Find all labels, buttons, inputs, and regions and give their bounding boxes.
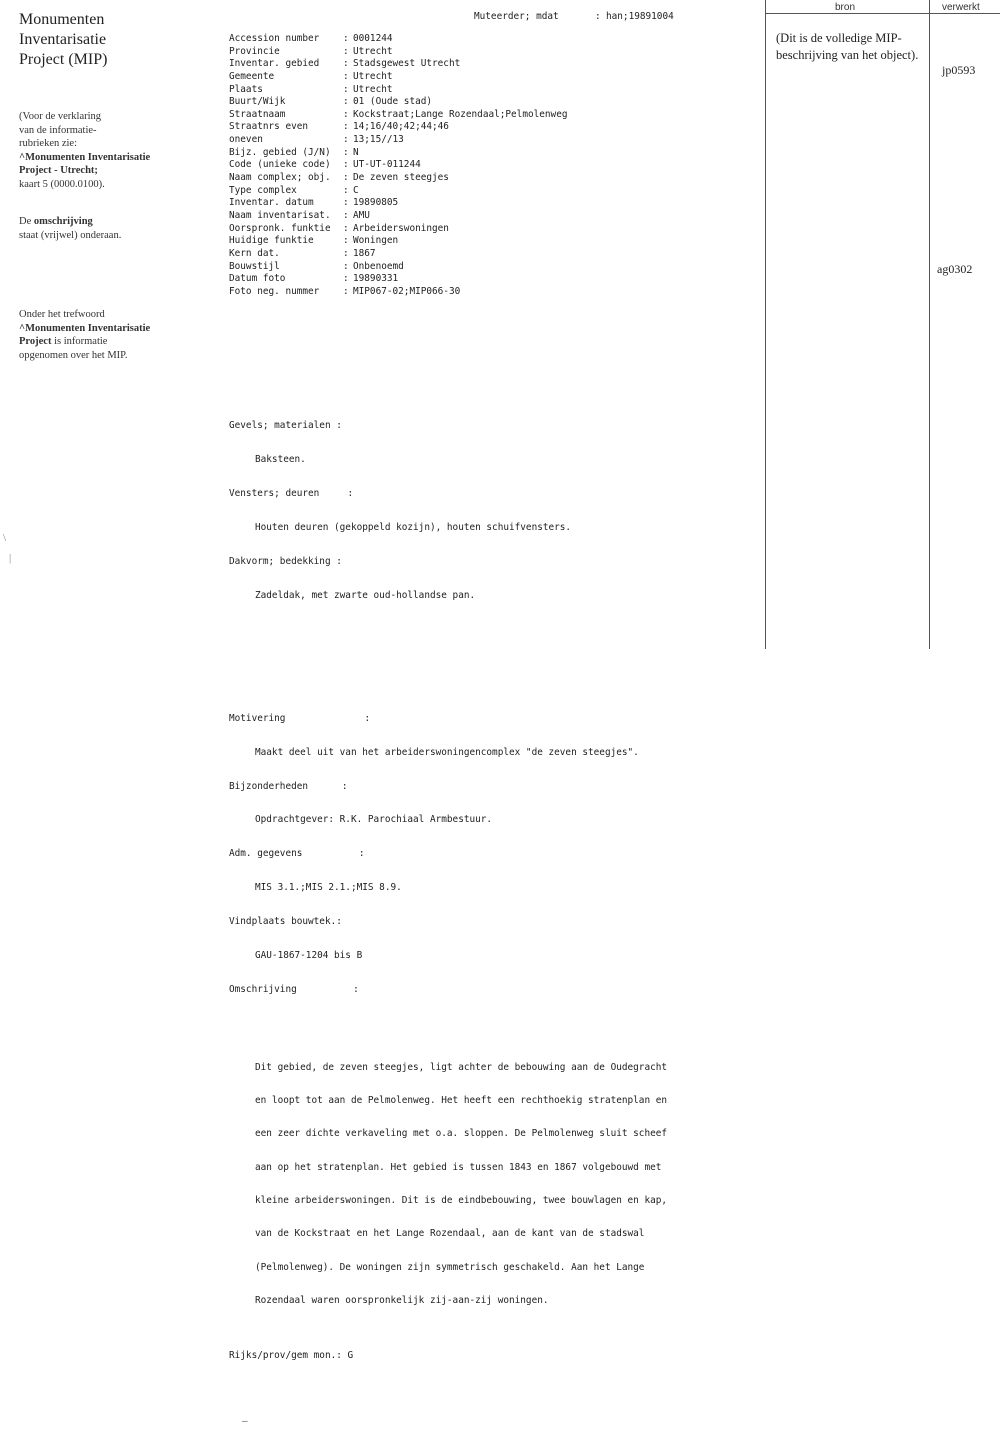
note-line: Project is informatie — [19, 336, 108, 347]
field-separator: : — [343, 159, 349, 171]
field-value: Woningen — [353, 235, 399, 247]
bron-header: bron — [835, 2, 856, 13]
field-label: Foto neg. nummer — [229, 285, 320, 297]
end-dash: — — [242, 1416, 248, 1428]
field-label: Inventar. datum — [229, 197, 314, 209]
note-reference-bold[interactable]: Project - Utrecht; — [19, 165, 98, 176]
description-line: kleine arbeiderswoningen. Dit is de eindbebouwing, twee bouwlagen en kap, — [255, 1195, 668, 1206]
note-line: kaart 5 (0000.0100). — [19, 178, 105, 190]
title-line: Monumenten — [19, 11, 105, 28]
mip-record — [229, 11, 764, 1440]
field-value: N — [353, 146, 359, 158]
field-value: 19890331 — [353, 273, 399, 285]
field-label: Bijz. gebied (J/N) — [229, 146, 331, 158]
vindplaats-label: Vindplaats bouwtek.: — [229, 916, 342, 928]
field-value: 0001244 — [353, 33, 393, 44]
explanation-note — [19, 110, 194, 191]
note-line: staat (vrijwel) onderaan. — [19, 229, 122, 241]
record-field-row — [229, 58, 764, 71]
record-field-row — [229, 172, 764, 185]
field-value: Utrecht — [353, 83, 393, 95]
description-line: Rozendaal waren oorspronkelijk zij-aan-zij woningen. — [255, 1294, 549, 1306]
description-line: (Pelmolenweg). De woningen zijn symmetrisch geschakeld. Aan het Lange — [255, 1261, 645, 1273]
bron-note: (Dit is de volledige MIP-beschrijving van het object). — [776, 31, 919, 62]
building-section — [229, 398, 764, 623]
muteerder-colon: : — [595, 11, 601, 22]
field-separator: : — [343, 134, 349, 146]
rijks-label: Rijks/prov/gem mon.: — [229, 1350, 342, 1362]
description-line: een zeer dichte verkaveling met o.a. sloppen. De Pelmolenweg sluit scheef — [255, 1128, 668, 1140]
bijzonderheden-label: Bijzonderheden : — [229, 780, 348, 792]
muteerder-value: han;19891004 — [606, 11, 674, 22]
field-value: UT-UT-011244 — [353, 159, 421, 171]
vindplaats-value: GAU-1867-1204 bis B — [255, 950, 363, 962]
field-separator: : — [343, 58, 349, 70]
field-value: 01 (Oude stad) — [353, 96, 433, 108]
rijks-value: G — [347, 1350, 354, 1362]
field-separator: : — [343, 285, 349, 297]
record-fields — [229, 33, 764, 298]
scan-mark: | — [9, 552, 12, 564]
record-field-row — [229, 96, 764, 109]
bijzonderheden-value: Opdrachtgever: R.K. Parochiaal Armbestuur. — [255, 814, 493, 826]
field-label: Accession number — [229, 33, 320, 44]
note-line: De omschrijving — [19, 216, 93, 227]
note-line: rubrieken zie: — [19, 138, 78, 149]
field-value: Kockstraat;Lange Rozendaal;Pelmolenweg — [353, 108, 568, 120]
field-separator: : — [343, 83, 349, 95]
verwerkt-header: verwerkt — [942, 2, 980, 13]
description-line: aan op het stratenplan. Het gebied is tussen 1843 en 1867 volgebouwd met — [255, 1161, 662, 1173]
field-label: Kern dat. — [229, 247, 280, 259]
field-value: C — [353, 184, 359, 196]
field-separator: : — [343, 172, 349, 184]
record-field-row — [229, 109, 764, 122]
field-value: 19890805 — [353, 197, 399, 209]
muteerder-label: Muteerder; mdat — [474, 11, 559, 22]
record-field-row — [229, 210, 764, 223]
field-separator: : — [343, 146, 349, 158]
field-value: Utrecht — [353, 70, 393, 82]
adm-label: Adm. gegevens : — [229, 848, 365, 860]
description-line: Dit gebied, de zeven steegjes, ligt achter de bebouwing aan de Oudegracht — [255, 1061, 668, 1073]
record-field-row — [229, 286, 764, 299]
field-label: Naam inventarisat. — [229, 209, 331, 221]
rijks-row — [229, 1350, 764, 1362]
field-label: Type complex — [229, 184, 297, 196]
header-rule — [765, 13, 1000, 14]
record-field-row — [229, 185, 764, 198]
description-line: van de Kockstraat en het Lange Rozendaal, aan de kant van de stadswal — [255, 1228, 645, 1240]
record-field-row — [229, 84, 764, 97]
record-field-row — [229, 273, 764, 286]
title-line: Inventarisatie — [19, 31, 107, 48]
field-separator: : — [343, 33, 349, 44]
field-label: Huidige funktie — [229, 235, 314, 247]
vensters-value: Houten deuren (gekoppeld kozijn), houten schuifvensters. — [255, 522, 572, 534]
record-field-row — [229, 121, 764, 134]
field-label: Naam complex; obj. — [229, 172, 331, 184]
motivering-value: Maakt deel uit van het arbeiderswoningencomplex "de zeven steegjes". — [255, 746, 639, 758]
record-field-row — [229, 197, 764, 210]
record-field-row — [229, 46, 764, 59]
record-field-row — [229, 248, 764, 261]
field-separator: : — [343, 260, 349, 272]
omschrijving-text — [229, 1040, 764, 1328]
field-value: De zeven steegjes — [353, 172, 449, 184]
note-line: (Voor de verklaring — [19, 111, 102, 122]
field-label: Straatnrs even — [229, 121, 309, 133]
vensters-label: Vensters; deuren : — [229, 488, 354, 500]
gevels-label: Gevels; materialen : — [229, 420, 342, 432]
column-divider — [765, 0, 766, 649]
field-label: Buurt/Wijk — [229, 96, 286, 108]
field-separator: : — [343, 70, 349, 82]
field-label: Provincie — [229, 45, 280, 57]
field-value: 14;16/40;42;44;46 — [353, 121, 449, 133]
title-line: Project (MIP) — [19, 51, 108, 68]
record-field-row — [229, 223, 764, 236]
note-reference-bold[interactable]: ^Monumenten Inventarisatie — [19, 151, 151, 163]
record-field-row — [229, 261, 764, 274]
scan-mark: \ — [3, 532, 7, 544]
record-field-row — [229, 235, 764, 248]
record-field-row — [229, 159, 764, 172]
field-value: 1867 — [353, 247, 376, 259]
field-separator: : — [343, 96, 349, 108]
field-separator: : — [343, 108, 349, 120]
field-separator: : — [343, 121, 349, 133]
dakvorm-label: Dakvorm; bedekking : — [229, 556, 342, 568]
field-value: MIP067-02;MIP066-30 — [353, 285, 461, 297]
field-label: Gemeente — [229, 70, 275, 82]
field-label: Code (unieke code) — [229, 159, 331, 171]
field-separator: : — [343, 222, 349, 234]
field-label: oneven — [229, 134, 263, 146]
omschrijving-label: Omschrijving : — [229, 983, 359, 995]
field-value: Onbenoemd — [353, 260, 404, 272]
description-note — [19, 215, 194, 242]
field-label: Straatnaam — [229, 108, 286, 120]
record-field-row — [229, 134, 764, 147]
field-separator: : — [343, 209, 349, 221]
field-separator: : — [343, 184, 349, 196]
keyword-note — [19, 308, 194, 362]
processor-code: jp0593 — [942, 63, 976, 77]
adm-value: MIS 3.1.;MIS 2.1.;MIS 8.9. — [255, 882, 402, 894]
field-value: Utrecht — [353, 45, 393, 57]
dakvorm-value: Zadeldak, met zwarte oud-hollandse pan. — [255, 589, 476, 601]
record-field-row — [229, 71, 764, 84]
collection-title — [19, 10, 194, 70]
motivering-label: Motivering : — [229, 712, 371, 724]
field-value: Stadsgewest Utrecht — [353, 58, 461, 70]
column-divider — [929, 0, 930, 649]
gevels-value: Baksteen. — [255, 454, 306, 466]
field-separator: : — [343, 247, 349, 259]
field-separator: : — [343, 273, 349, 285]
history-section — [229, 691, 764, 1018]
field-value: Arbeiderswoningen — [353, 222, 449, 234]
field-separator: : — [343, 235, 349, 247]
field-label: Bouwstijl — [229, 260, 280, 272]
left-column — [19, 10, 194, 361]
field-value: AMU — [353, 209, 370, 221]
field-label: Oorspronk. funktie — [229, 222, 331, 234]
record-field-row — [229, 147, 764, 160]
field-label: Datum foto — [229, 273, 286, 285]
note-reference-bold[interactable]: ^Monumenten Inventarisatie — [19, 322, 151, 334]
note-line: opgenomen over het MIP. — [19, 349, 128, 361]
field-separator: : — [343, 197, 349, 209]
field-separator: : — [343, 45, 349, 57]
record-field-row — [229, 33, 764, 46]
processor-code: ag0302 — [937, 262, 973, 276]
field-value: 13;15//13 — [353, 134, 404, 146]
field-label: Plaats — [229, 83, 263, 95]
note-line: van de informatie- — [19, 124, 97, 136]
field-label: Inventar. gebied — [229, 58, 320, 70]
description-line: en loopt tot aan de Pelmolenweg. Het heeft een rechthoekig stratenplan en — [255, 1095, 668, 1107]
note-line: Onder het trefwoord — [19, 309, 105, 320]
